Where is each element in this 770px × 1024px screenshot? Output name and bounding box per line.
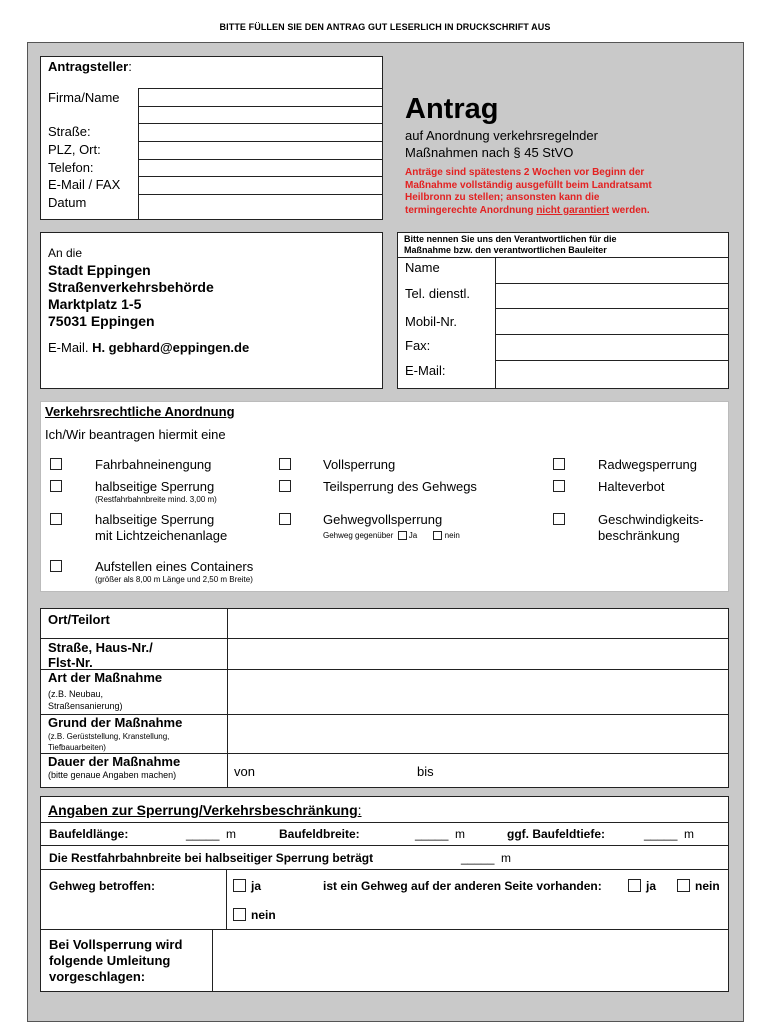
field-label-plz: PLZ, Ort: bbox=[48, 142, 101, 157]
closure-title: Angaben zur Sperrung/Verkehrsbeschränkung: bbox=[48, 802, 362, 818]
dauer-note: (bitte genaue Angaben machen) bbox=[48, 770, 177, 780]
art-note: (z.B. Neubau, Straßensanierung) bbox=[48, 689, 123, 711]
divider bbox=[41, 845, 728, 846]
recipient-address: Stadt Eppingen Straßenverkehrsbehörde Marktplatz 1-5 75031 Eppingen bbox=[48, 262, 214, 329]
other-side-ja-label: ja bbox=[646, 879, 657, 893]
recipient-email: E-Mail. H. gebhard@eppingen.de bbox=[48, 340, 250, 355]
art-input[interactable] bbox=[228, 670, 728, 714]
field-label-email-fax: E-Mail / FAX bbox=[48, 177, 121, 192]
recipient-intro: An die bbox=[48, 246, 83, 260]
form-subtitle-line2: Maßnahmen nach § 45 StVO bbox=[405, 145, 574, 160]
gehweg-gegenueber-ja-checkbox[interactable] bbox=[398, 531, 407, 540]
divider bbox=[41, 822, 728, 823]
container-note: (größer als 8,00 m Länge und 2,50 m Breite) bbox=[95, 575, 253, 584]
teilsperrung-gehweg-checkbox[interactable] bbox=[279, 480, 291, 492]
instruction-note: BITTE FÜLLEN SIE DEN ANTRAG GUT LESERLICH IN DRUCKSCHRIFT AUS bbox=[219, 22, 551, 32]
responsible-fax-input[interactable] bbox=[496, 335, 728, 360]
gehwegvollsperrung-label: Gehwegvollsperrung bbox=[323, 512, 443, 527]
field-label-strasse: Straße: bbox=[48, 124, 91, 139]
bis-label: bis bbox=[417, 764, 434, 779]
datum-input[interactable] bbox=[139, 195, 383, 220]
strasse-input[interactable] bbox=[139, 124, 383, 141]
strasse-label: Straße, Haus-Nr./ Flst-Nr. bbox=[48, 640, 153, 670]
fahrbahneinengung-checkbox[interactable] bbox=[50, 458, 62, 470]
recipient-box bbox=[40, 232, 383, 389]
gehweg-gegenueber-row: Gehweg gegenüber Ja nein bbox=[323, 531, 460, 540]
halbseitige-sperrung-label: halbseitige Sperrung bbox=[95, 479, 215, 494]
firma-input[interactable] bbox=[139, 89, 383, 106]
divider bbox=[226, 869, 227, 929]
vollsperrung-label: Vollsperrung bbox=[323, 457, 396, 472]
umleitung-label: Bei Vollsperrung wird folgende Umleitung vorgeschlagen: bbox=[49, 937, 183, 984]
responsible-tel-input[interactable] bbox=[496, 284, 728, 308]
baufeldbreite-label: Baufeldbreite: bbox=[279, 827, 360, 841]
gehweg-betroffen-nein-checkbox[interactable] bbox=[233, 908, 246, 921]
gehweg-gegenueber-nein-checkbox[interactable] bbox=[433, 531, 442, 540]
closure-section bbox=[40, 796, 729, 992]
fahrbahneinengung-label: Fahrbahneinengung bbox=[95, 457, 212, 472]
other-side-nein-label: nein bbox=[695, 879, 720, 893]
geschwindigkeitsbeschraenkung-label: Geschwindigkeits- beschränkung bbox=[598, 512, 704, 543]
responsible-header: Bitte nennen Sie uns den Verantwortlichen für die Maßnahme bzw. den verantwortlichen Bauleiter bbox=[404, 234, 617, 255]
responsible-box bbox=[397, 232, 729, 389]
order-title: Verkehrsrechtliche Anordnung bbox=[45, 404, 235, 419]
gehwegvollsperrung-checkbox[interactable] bbox=[279, 513, 291, 525]
responsible-label-email: E-Mail: bbox=[405, 363, 446, 378]
grund-note: (z.B. Gerüststellung, Kranstellung, Tiefbauarbeiten) bbox=[48, 732, 170, 752]
responsible-label-mobil: Mobil-Nr. bbox=[405, 314, 458, 329]
field-label-firma: Firma/Name bbox=[48, 90, 120, 105]
plz-input[interactable] bbox=[139, 142, 383, 159]
von-label: von bbox=[234, 764, 255, 779]
restfahrbahn-label: Die Restfahrbahnbreite bei halbseitiger Sperrung beträgt bbox=[49, 851, 374, 865]
ort-input[interactable] bbox=[228, 609, 728, 638]
halteverbot-checkbox[interactable] bbox=[553, 480, 565, 492]
gehweg-betroffen-ja-label: ja bbox=[251, 879, 262, 893]
strasse-nr-input[interactable] bbox=[228, 639, 728, 669]
form-subtitle-line1: auf Anordnung verkehrsregelnder bbox=[405, 128, 598, 143]
dauer-label: Dauer der Maßnahme bbox=[48, 754, 181, 769]
baufeldbreite-input[interactable]: _____ m bbox=[415, 827, 466, 841]
baufeldtiefe-label: ggf. Baufeldtiefe: bbox=[507, 827, 605, 841]
vollsperrung-checkbox[interactable] bbox=[279, 458, 291, 470]
email-fax-input[interactable] bbox=[139, 177, 383, 194]
responsible-mobil-input[interactable] bbox=[496, 309, 728, 334]
grund-input[interactable] bbox=[228, 715, 728, 753]
field-label-datum: Datum bbox=[48, 195, 87, 210]
geschwindigkeitsbeschraenkung-checkbox[interactable] bbox=[553, 513, 565, 525]
restfahrbahn-input[interactable]: _____ m bbox=[461, 851, 512, 865]
baufeldtiefe-input[interactable]: _____ m bbox=[644, 827, 695, 841]
teilsperrung-gehweg-label: Teilsperrung des Gehwegs bbox=[323, 479, 477, 494]
applicant-title: Antragsteller: bbox=[48, 59, 132, 74]
deadline-warning: Anträge sind spätestens 2 Wochen vor Beginn der Maßnahme vollständig ausgefüllt beim Landratsamt Heilbronn zu stellen; ansonsten kann die termingerechte Anordnung nicht garantiert werden. bbox=[405, 167, 652, 216]
lichtzeichenanlage-label: halbseitige Sperrung mit Lichtzeichenanlage bbox=[95, 512, 228, 543]
ort-label: Ort/Teilort bbox=[48, 612, 110, 627]
halteverbot-label: Halteverbot bbox=[598, 479, 665, 494]
radwegsperrung-label: Radwegsperrung bbox=[598, 457, 698, 472]
responsible-name-input[interactable] bbox=[496, 258, 728, 283]
halbseitige-sperrung-note: (Restfahrbahnbreite mind. 3,00 m) bbox=[95, 495, 217, 504]
gehweg-betroffen-label: Gehweg betroffen: bbox=[49, 879, 156, 893]
applicant-box bbox=[40, 56, 383, 220]
other-side-label: ist ein Gehweg auf der anderen Seite vorhanden: bbox=[323, 879, 602, 893]
responsible-label-fax: Fax: bbox=[405, 338, 431, 353]
halbseitige-sperrung-checkbox[interactable] bbox=[50, 480, 62, 492]
order-section bbox=[40, 401, 729, 592]
art-label: Art der Maßnahme bbox=[48, 670, 163, 685]
other-side-ja-checkbox[interactable] bbox=[628, 879, 641, 892]
container-checkbox[interactable] bbox=[50, 560, 62, 572]
bis-input[interactable] bbox=[441, 757, 721, 785]
umleitung-input[interactable] bbox=[213, 930, 728, 991]
divider bbox=[41, 869, 728, 870]
baufeldlaenge-input[interactable]: _____ m bbox=[186, 827, 237, 841]
radwegsperrung-checkbox[interactable] bbox=[553, 458, 565, 470]
other-side-nein-checkbox[interactable] bbox=[677, 879, 690, 892]
lichtzeichenanlage-checkbox[interactable] bbox=[50, 513, 62, 525]
telefon-input[interactable] bbox=[139, 160, 383, 176]
responsible-label-tel: Tel. dienstl. bbox=[405, 286, 471, 301]
grund-label: Grund der Maßnahme bbox=[48, 715, 183, 730]
gehweg-betroffen-nein-label: nein bbox=[251, 908, 276, 922]
firma-input-2[interactable] bbox=[139, 107, 383, 123]
responsible-email-input[interactable] bbox=[496, 361, 728, 389]
baufeldlaenge-label: Baufeldlänge: bbox=[49, 827, 129, 841]
gehweg-betroffen-ja-checkbox[interactable] bbox=[233, 879, 246, 892]
form-title: Antrag bbox=[405, 93, 499, 125]
location-table bbox=[40, 608, 729, 788]
container-label: Aufstellen eines Containers bbox=[95, 559, 254, 574]
field-label-telefon: Telefon: bbox=[48, 160, 94, 175]
von-input[interactable] bbox=[271, 757, 411, 785]
order-intro: Ich/Wir beantragen hiermit eine bbox=[45, 427, 226, 442]
responsible-label-name: Name bbox=[405, 260, 440, 275]
